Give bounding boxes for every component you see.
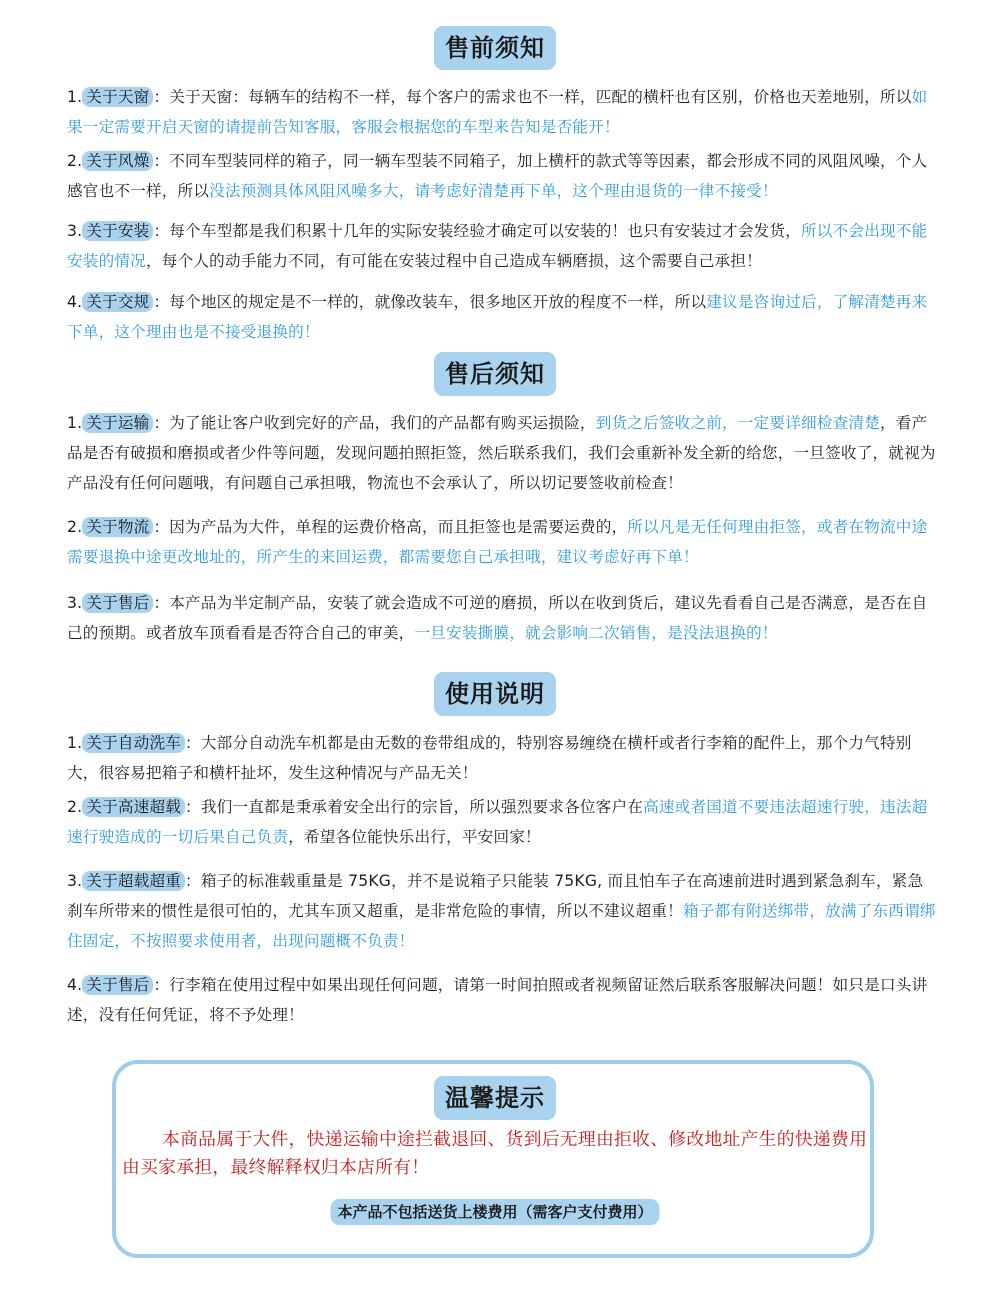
paragraph bbox=[67, 82, 937, 142]
paragraph bbox=[67, 970, 937, 1030]
section-title-aftersale: 售后须知 bbox=[434, 352, 556, 396]
paragraph bbox=[67, 408, 937, 498]
item-label: 关于天窗 bbox=[82, 87, 153, 107]
section-title-usage: 使用说明 bbox=[434, 672, 556, 716]
item-text: ：大部分自动洗车机都是由无数的卷带组成的，特别容易缠绕在横杆或者行李箱的配件上，那个力气特别大，很容易把箱子和横杆扯坏，发生这种情况与产品无关！ bbox=[67, 734, 912, 782]
item-label: 关于自动洗车 bbox=[82, 733, 185, 753]
item-number: 4. bbox=[67, 293, 83, 311]
paragraph bbox=[67, 792, 937, 852]
item-text: ：每个地区的规定是不一样的，就像改装车，很多地区开放的程度不一样，所以 bbox=[153, 293, 707, 311]
item-text: ：每个车型都是我们积累十几年的实际安装经验才确定可以安装的！也只有安装过才会发货， bbox=[153, 222, 802, 240]
item-text: ，每个人的动手能力不同，有可能在安装过程中自己造成车辆磨损，这个需要自己承担！ bbox=[145, 252, 762, 270]
paragraph bbox=[67, 588, 937, 648]
item-text-emphasis: 如果一定需要开启天窗的请提前告知客服，客服会根据您的车型来告知是否能开！ bbox=[67, 88, 928, 136]
item-number: 3. bbox=[67, 594, 83, 612]
item-label: 关于超载超重 bbox=[82, 871, 185, 891]
item-text-emphasis: 所以不会出现不能安装的情况 bbox=[67, 222, 928, 270]
item-text: ：行李箱在使用过程中如果出现任何问题，请第一时间拍照或者视频留证然后联系客服解决问题！如只是口头讲述，没有任何凭证，将不予处理！ bbox=[67, 976, 928, 1024]
item-number: 2. bbox=[67, 798, 83, 816]
item-number: 3. bbox=[67, 872, 83, 890]
item-number: 1. bbox=[67, 88, 83, 106]
paragraph bbox=[67, 216, 937, 276]
paragraph bbox=[67, 866, 937, 956]
item-text: ：关于天窗：每辆车的结构不一样，每个客户的需求也不一样，匹配的横杆也有区别，价格也天差地别，所以 bbox=[153, 88, 912, 106]
item-text: ：本产品为半定制产品，安装了就会造成不可逆的磨损，所以在收到货后，建议先看看自己是否满意，是否在自己的预期。或者放车顶看看是否符合自己的审美， bbox=[67, 594, 928, 642]
item-number: 4. bbox=[67, 976, 83, 994]
item-label: 关于物流 bbox=[82, 517, 153, 537]
item-label: 关于高速超载 bbox=[82, 797, 185, 817]
item-text: ：不同车型装同样的箱子，同一辆车型装不同箱子，加上横杆的款式等等因素，都会形成不同的风阻风噪，个人感官也不一样，所以 bbox=[67, 152, 928, 200]
item-number: 1. bbox=[67, 734, 83, 752]
item-text-emphasis: 一旦安装撕膜，就会影响二次销售，是没法退换的！ bbox=[414, 624, 778, 642]
item-label: 关于售后 bbox=[82, 975, 153, 995]
item-number: 1. bbox=[67, 414, 83, 432]
paragraph bbox=[67, 146, 937, 206]
paragraph bbox=[67, 728, 937, 788]
item-number: 2. bbox=[67, 518, 83, 536]
item-text-emphasis: 箱子都有附送绑带，放满了东西谓绑住固定，不按照要求使用者，出现问题概不负责！ bbox=[67, 902, 936, 950]
paragraph bbox=[67, 287, 937, 347]
item-label: 关于运输 bbox=[82, 413, 153, 433]
item-text-emphasis: 高速或者国道不要违法超速行驶，违法超速行驶造成的一切后果自己负责 bbox=[67, 798, 928, 846]
item-text: ：箱子的标准载重量是 75KG，并不是说箱子只能装 75KG, 而且怕车子在高速前进时遇到紧急刹车，紧急刹车所带来的惯性是很可怕的，尤其车顶又超重，是非常危险的事情，所以不建议超重！ bbox=[67, 872, 924, 920]
item-text-emphasis: 到货之后签收之前，一定要详细检查清楚 bbox=[595, 414, 880, 432]
item-text-emphasis: 建议是咨询过后，了解清楚再来下单，这个理由也是不接受退换的！ bbox=[67, 293, 928, 341]
item-label: 关于风燥 bbox=[82, 151, 153, 171]
paragraph bbox=[67, 512, 937, 572]
notice-subtitle: 本产品不包括送货上楼费用（需客户支付费用） bbox=[330, 1199, 659, 1225]
item-text: ：为了能让客户收到完好的产品，我们的产品都有购买运损险， bbox=[153, 414, 596, 432]
item-number: 3. bbox=[67, 222, 83, 240]
item-label: 关于安装 bbox=[82, 221, 153, 241]
item-text: ，看产品是否有破损和磨损或者少件等问题，发现问题拍照拒签，然后联系我们，我们会重新补发全新的给您，一旦签收了，就视为产品没有任何问题哦，有问题自己承担哦，物流也不会承认了，所以切记要签收前检查！ bbox=[67, 414, 936, 492]
notice-text: 本商品属于大件，快递运输中途拦截退回、货到后无理由拒收、修改地址产生的快递费用由买家承担，最终解释权归本店所有！ bbox=[122, 1129, 868, 1178]
item-number: 2. bbox=[67, 152, 83, 170]
section-title-presale: 售前须知 bbox=[434, 26, 556, 70]
item-label: 关于交规 bbox=[82, 292, 153, 312]
notice-title: 温馨提示 bbox=[434, 1076, 556, 1120]
item-text: ：我们一直都是秉承着安全出行的宗旨，所以强烈要求各位客户在 bbox=[185, 798, 644, 816]
item-text: ，希望各位能快乐出行，平安回家！ bbox=[288, 828, 541, 846]
item-label: 关于售后 bbox=[82, 593, 153, 613]
item-text: ：因为产品为大件，单程的运费价格高，而且拒签也是需要运费的， bbox=[153, 518, 628, 536]
item-text-emphasis: 没法预测具体风阻风噪多大，请考虑好清楚再下单，这个理由退货的一律不接受！ bbox=[209, 182, 778, 200]
item-text-emphasis: 所以凡是无任何理由拒签，或者在物流中途需要退换中途更改地址的，所产生的来回运费，都需要您自己承担哦，建议考虑好再下单！ bbox=[67, 518, 928, 566]
